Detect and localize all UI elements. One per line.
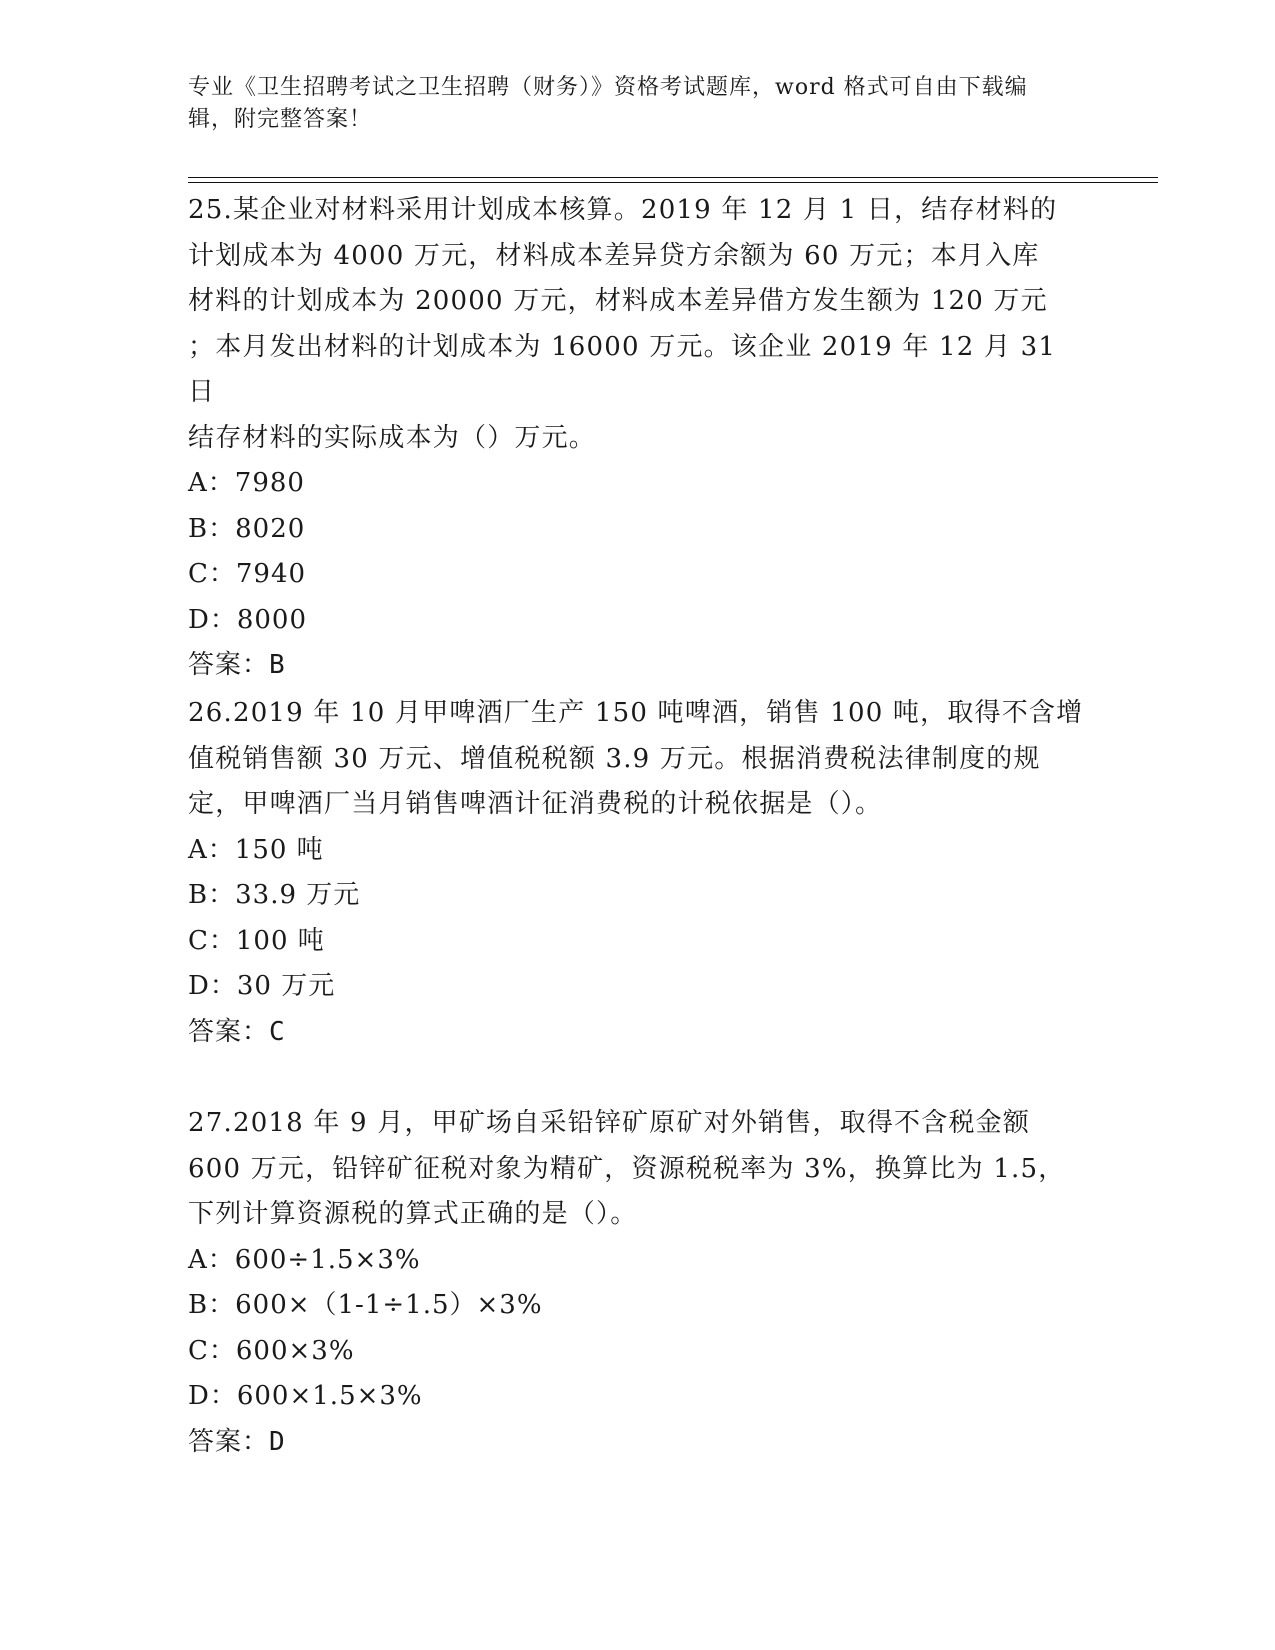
option-b: B：8020 <box>188 513 306 544</box>
option-c: C：600×3% <box>188 1335 355 1366</box>
option-c: C：100 吨 <box>188 925 325 956</box>
question-text: 26.2019 年 10 月甲啤酒厂生产 150 吨啤酒，销售 100 吨，取得不含增 值税销售额 30 万元、增值税税额 3.9 万元。根据消费税法律制度的规 定，甲啤酒厂当月销售啤酒计征消费税的计税依据是（）。 <box>188 698 1084 819</box>
option-b: B：33.9 万元 <box>188 880 361 910</box>
question-text: 27.2018 年 9 月，甲矿场自采铅锌矿原矿对外销售，取得不含税金额 600 万元，铅锌矿征税对象为精矿，资源税税率为 3%，换算比为 1.5， 下列计算资源税的算式正确的是（）。 <box>188 1108 1066 1229</box>
option-c: C：7940 <box>188 559 307 589</box>
question-27 <box>188 1101 1088 1465</box>
document-header: 专业《卫生招聘考试之卫生招聘（财务）》资格考试题库，word 格式可自由下载编辑，附完整答案！ <box>188 75 1028 132</box>
option-d: D：600×1.5×3% <box>188 1381 423 1411</box>
option-d: D：8000 <box>188 604 308 635</box>
question-text: 25.某企业对材料采用计划成本核算。2019 年 12 月 1 日，结存材料的 计划成本为 4000 万元，材料成本差异贷方余额为 60 万元；本月入库 材料的计划成本为 20000 万元，材料成本差异借方发生额为 120 万元 ；本月发出材料的计划成本为 16000 万元。该企业 2019 年 12 月 31 日 结存材料的实际成本为（）万元。 <box>188 195 1058 453</box>
option-d: D：30 万元 <box>188 971 336 1001</box>
question-25 <box>188 188 1088 689</box>
option-a: A：7980 <box>188 468 305 498</box>
header-divider-top <box>188 177 1158 178</box>
option-a: A：150 吨 <box>188 834 324 865</box>
header-divider-bottom <box>188 182 1158 183</box>
option-a: A：600÷1.5×3% <box>188 1244 421 1275</box>
answer: 答案：D <box>188 1426 286 1457</box>
question-26 <box>188 691 1088 1055</box>
answer: 答案：C <box>188 1016 286 1047</box>
option-b: B：600×（1-1÷1.5）×3% <box>188 1290 543 1320</box>
answer: 答案：B <box>188 650 286 680</box>
